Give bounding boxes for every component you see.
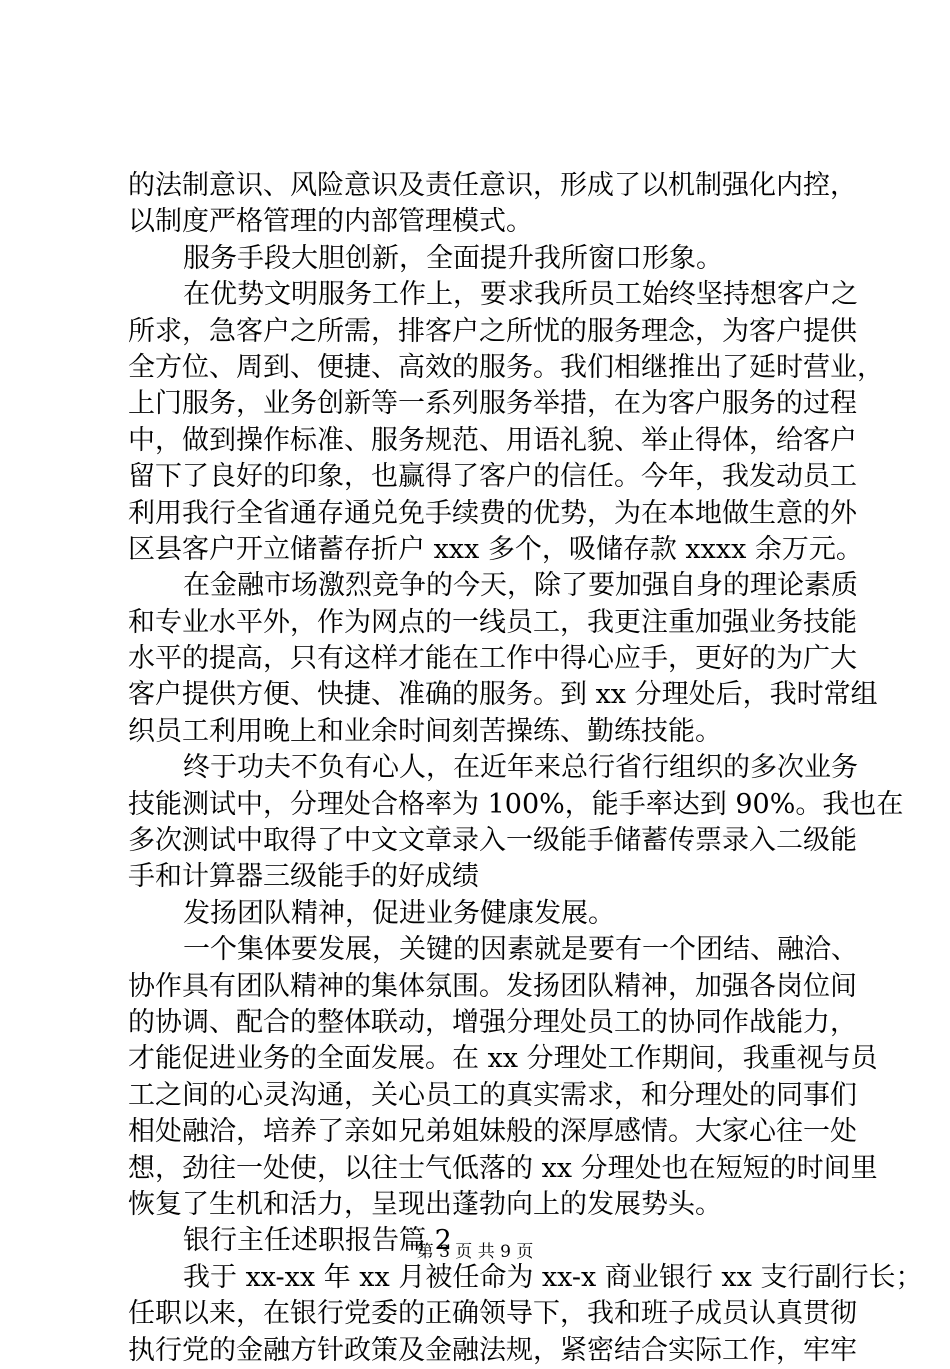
text-line: 多次测试中取得了中文文章录入一级能手储蓄传票录入二级能 [128,825,857,857]
text-line: 相处融洽，培养了亲如兄弟姐妹般的深厚感情。大家心往一处 [128,1116,857,1148]
text-line: 技能测试中，分理处合格率为 100%，能手率达到 90%。我也在 [128,788,904,820]
text-line: 的法制意识、风险意识及责任意识，形成了以机制强化内控， [128,170,857,201]
section-heading: 发扬团队精神，促进业务健康发展。 [183,897,615,929]
text-line: 恢复了生机和活力，呈现出蓬勃向上的发展势头。 [128,1188,722,1220]
text-line: 利用我行全省通存通兑免手续费的优势，为在本地做生意的外 [128,497,857,529]
text-line: 任职以来，在银行党委的正确领导下，我和班子成员认真贯彻 [128,1298,857,1330]
text-line: 终于功夫不负有心人，在近年来总行省行组织的多次业务 [183,752,858,784]
text-line: 和专业水平外，作为网点的一线员工，我更注重加强业务技能 [128,606,857,638]
text-line: 才能促进业务的全面发展。在 xx 分理处工作期间，我重视与员 [128,1043,878,1075]
text-line: 以制度严格管理的内部管理模式。 [128,206,533,238]
text-line: 协作具有团队精神的集体氛围。发扬团队精神，加强各岗位间 [128,970,857,1002]
document-body [128,168,923,1369]
text-line: 水平的提高，只有这样才能在工作中得心应手，更好的为广大 [128,643,857,675]
text-line: 工之间的心灵沟通，关心员工的真实需求，和分理处的同事们 [128,1079,857,1111]
text-line: 所求，急客户之所需，排客户之所忧的服务理念，为客户提供 [128,315,857,347]
text-line: 一个集体要发展，关键的因素就是要有一个团结、融洽、 [183,934,858,966]
text-line: 织员工利用晚上和业余时间刻苦操练、勤练技能。 [128,715,722,747]
text-line: 的协调、配合的整体联动，增强分理处员工的协同作战能力， [128,1006,857,1038]
text-line: 留下了良好的印象，也赢得了客户的信任。今年，我发动员工 [128,461,857,493]
text-line: 手和计算器三级能手的好成绩 [128,861,479,893]
text-line: 上门服务，业务创新等一系列服务举措，在为客户服务的过程 [128,388,857,420]
page-footer: 第 3 页 共 9 页 [416,1242,534,1262]
text-line: 我于 xx-xx 年 xx 月被任命为 xx-x 商业银行 xx 支行副行长； [183,1261,923,1293]
text-line: 全方位、周到、便捷、高效的服务。我们相继推出了延时营业， [128,351,884,383]
text-line: 在优势文明服务工作上，要求我所员工始终坚持想客户之 [183,279,858,311]
text-line: 想，劲往一处使，以往士气低落的 xx 分理处也在短短的时间里 [128,1152,878,1184]
section-heading: 服务手段大胆创新，全面提升我所窗口形象。 [183,242,723,274]
section-title: 银行主任述职报告篇 2 [183,1225,452,1257]
text-line: 中，做到操作标准、服务规范、用语礼貌、举止得体，给客户 [128,424,857,456]
text-line: 区县客户开立储蓄存折户 xxx 多个，吸储存款 xxxx 余万元。 [128,533,863,565]
text-line: 在金融市场激烈竞争的今天，除了要加强自身的理论素质 [183,570,858,602]
text-line: 执行党的金融方针政策及金融法规，紧密结合实际工作，牢牢 [128,1334,857,1366]
text-line: 客户提供方便、快捷、准确的服务。到 xx 分理处后，我时常组 [128,679,878,711]
